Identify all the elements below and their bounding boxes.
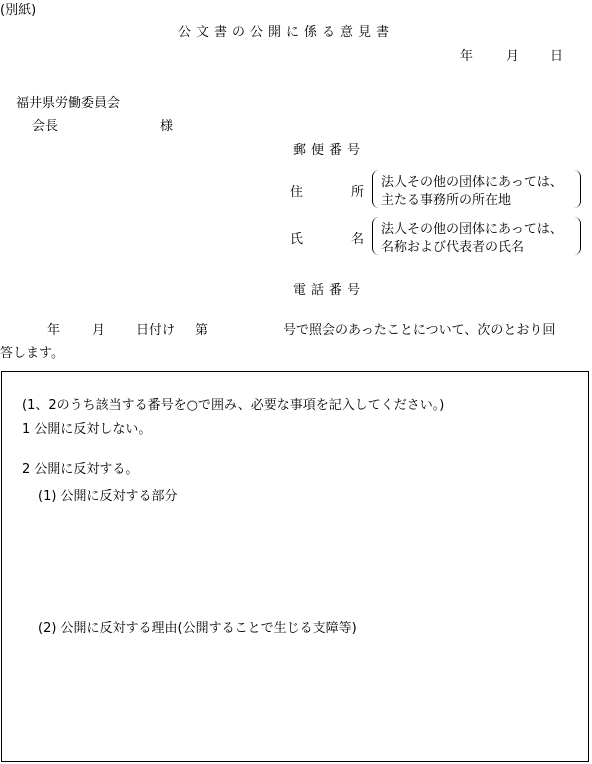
body-line2: 答します。 [0, 346, 64, 361]
body-number-prefix: 第 [195, 323, 209, 338]
document-title: 公文書の公開に係る意見書 [178, 25, 395, 40]
date-day: 日 [550, 49, 564, 64]
name-label-1: 氏 [290, 232, 304, 247]
body-month: 月 [92, 323, 106, 338]
reply-sub-2: (2) 公開に反対する理由(公開することで生じる支障等) [38, 621, 357, 636]
addressee-position: 会長 [32, 119, 59, 134]
body-line1-rest: 号で照会のあったことについて、次のとおり回 [283, 323, 556, 338]
name-note-1: 法人その他の団体にあっては、 [381, 222, 563, 237]
body-day-dated: 日付け [136, 323, 176, 338]
name-note-2: 名称および代表者の氏名 [381, 240, 525, 255]
attachment-label: (別紙) [0, 3, 37, 18]
reply-sub-1: (1) 公開に反対する部分 [38, 489, 178, 504]
name-label-2: 名 [351, 232, 365, 247]
address-label-2: 所 [351, 185, 365, 200]
addressee-org: 福井県労働委員会 [16, 96, 121, 111]
addressee-honorific: 様 [160, 119, 174, 134]
address-label-1: 住 [290, 185, 304, 200]
phone-number-label: 電話番号 [293, 283, 366, 298]
reply-instruction: (1、2のうち該当する番号を○で囲み、必要な事項を記入してください。) [22, 398, 445, 413]
date-month: 月 [506, 49, 520, 64]
reply-option-1: 1 公開に反対しない。 [22, 422, 152, 437]
postal-code-label: 郵便番号 [293, 143, 366, 158]
address-note-2: 主たる事務所の所在地 [381, 193, 512, 208]
address-note-1: 法人その他の団体にあっては、 [381, 175, 563, 190]
date-year: 年 [460, 49, 474, 64]
reply-option-2: 2 公開に反対する。 [22, 462, 139, 477]
body-year: 年 [47, 323, 61, 338]
